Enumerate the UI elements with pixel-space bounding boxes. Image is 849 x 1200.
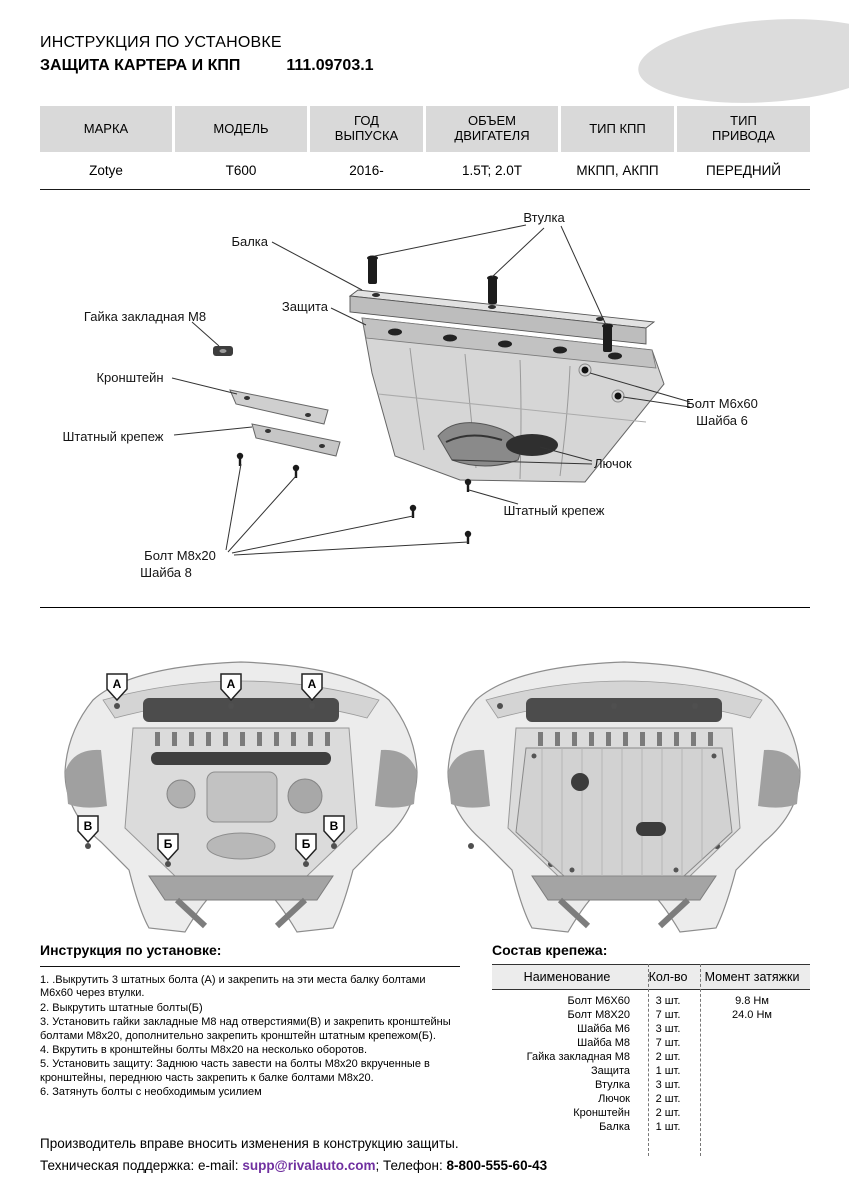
label-bolt-m8: Болт М8х20: [144, 548, 216, 563]
label-washer-6: Шайба 6: [696, 413, 748, 428]
spec-value-model: T600: [225, 163, 257, 178]
hardware-column-divider: [700, 964, 701, 1156]
label-beam: Балка: [231, 234, 268, 249]
hardware-row: Гайка закладная М8 2 шт.: [526, 1051, 681, 1063]
hardware-row: Втулка 3 шт.: [595, 1079, 681, 1091]
support-separator: ; Телефон:: [375, 1158, 447, 1173]
instruction-step: 1. .Выкрутить 3 штатных болта (А) и закрепить на эти места балку болтами М6х60 через втулки.: [40, 974, 426, 1000]
spec-value-drive: ПЕРЕДНИЙ: [705, 163, 781, 178]
header: [40, 34, 374, 75]
installation-instructions: [40, 942, 460, 1101]
manufacturer-notice: Производитель вправе вносить изменения в конструкцию защиты.: [40, 1136, 459, 1151]
label-sleeve: Втулка: [523, 210, 565, 225]
hardware-header-name: Наименование: [523, 970, 611, 984]
doc-subtitle-row: [40, 57, 374, 75]
marker-v-1: [78, 816, 98, 842]
car-underside-before-image: [55, 636, 430, 936]
svg-text:В: В: [83, 819, 93, 833]
instruction-step: 5. Установить защиту: Заднюю часть завести на болты М8х20 вкрученные в кронштейны, переднюю часть закрепить к балке болтами М8х20.: [40, 1058, 430, 1084]
spec-table: [40, 106, 810, 190]
label-bolt-m6: Болт М6х60: [686, 396, 758, 411]
spec-header-brand: МАРКА: [40, 106, 172, 152]
installed-plate: [516, 748, 732, 876]
hardware-header-qty: Кол-во: [648, 970, 688, 984]
bracket-parts: [230, 390, 340, 456]
hardware-row: Болт М6Х60 3 шт. 9.8 Нм: [567, 995, 769, 1007]
weld-nut-part: [213, 346, 233, 356]
hardware-list: [492, 942, 810, 1134]
label-weld-nut: Гайка закладная М8: [83, 309, 207, 324]
spec-value-gearbox: МКПП, АКПП: [576, 163, 659, 178]
instructions-title: Инструкция по установке:: [40, 942, 222, 958]
section-divider: [40, 607, 810, 608]
spec-header-engine: ОБЪЕМ ДВИГАТЕЛЯ: [426, 106, 558, 152]
hardware-row: Защита 1 шт.: [591, 1065, 681, 1077]
svg-text:А: А: [112, 677, 122, 691]
hardware-row: Балка 1 шт.: [599, 1121, 681, 1133]
instruction-step: 3. Установить гайки закладные М8 над отверстиями(В) и закрепить кронштейны болтами М8х20, дополнительно закрепить кронштейн штатным крепежом(Б).: [40, 1016, 451, 1042]
spec-table-header: [40, 106, 810, 152]
spec-value-engine: 1.5T; 2.0T: [461, 163, 523, 178]
instruction-step: 6. Затянуть болты с необходимым усилием: [40, 1086, 262, 1099]
support-phone: 8-800-555-60-43: [446, 1158, 548, 1173]
svg-text:А: А: [307, 677, 317, 691]
label-hatch: Лючок: [594, 456, 632, 471]
instruction-step: 2. Выкрутить штатные болты(Б): [40, 1001, 203, 1014]
svg-text:В: В: [329, 819, 339, 833]
instructions-steps: [40, 966, 460, 1100]
label-oem-fastener-left: Штатный крепеж: [62, 429, 164, 444]
spec-table-row: [40, 152, 810, 190]
watermark-blob: [635, 11, 849, 111]
label-bracket: Кронштейн: [96, 370, 164, 385]
spec-header-gearbox: ТИП КПП: [561, 106, 674, 152]
instruction-step: 4. Вкрутить в кронштейны болты М8х20 на несколько оборотов.: [40, 1044, 368, 1057]
support-line: [40, 1158, 820, 1173]
hardware-row: Шайба М8 7 шт.: [577, 1037, 681, 1049]
support-prefix: Техническая поддержка: e-mail:: [40, 1158, 243, 1173]
hardware-row: Лючок 2 шт.: [598, 1093, 681, 1105]
hardware-rows: [492, 990, 810, 1134]
label-washer-8: Шайба 8: [140, 565, 192, 580]
hatch-oval: [506, 434, 558, 456]
spec-header-year: ГОД ВЫПУСКА: [310, 106, 423, 152]
hardware-column-divider: [648, 964, 649, 1156]
doc-title: ИНСТРУКЦИЯ ПО УСТАНОВКЕ: [40, 34, 282, 51]
hardware-title: Состав крепежа:: [492, 942, 608, 958]
car-underside-after-image: [438, 636, 813, 936]
footer: [40, 1136, 820, 1173]
svg-text:Б: Б: [163, 837, 173, 851]
hardware-row: Кронштейн 2 шт.: [573, 1107, 681, 1119]
doc-subtitle: ЗАЩИТА КАРТЕРА И КПП: [40, 57, 241, 74]
label-oem-fastener-right: Штатный крепеж: [503, 503, 605, 518]
spec-value-brand: Zotye: [89, 163, 123, 178]
svg-text:А: А: [226, 677, 236, 691]
part-number: 111.09703.1: [286, 57, 374, 74]
hardware-row: Болт М8Х20 7 шт. 24.0 Нм: [567, 1009, 772, 1021]
hardware-row: Шайба М6 3 шт.: [577, 1023, 681, 1035]
spec-header-model: МОДЕЛЬ: [175, 106, 307, 152]
spec-value-year: 2016-: [349, 163, 384, 178]
hardware-header-torque: Момент затяжки: [704, 970, 800, 984]
svg-text:Б: Б: [301, 837, 311, 851]
label-plate: Защита: [281, 299, 328, 314]
hardware-header: [492, 964, 810, 990]
exploded-diagram: [40, 198, 810, 598]
support-email-link[interactable]: supp@rivalauto.com: [242, 1158, 376, 1173]
spec-header-drive: ТИП ПРИВОДА: [677, 106, 810, 152]
